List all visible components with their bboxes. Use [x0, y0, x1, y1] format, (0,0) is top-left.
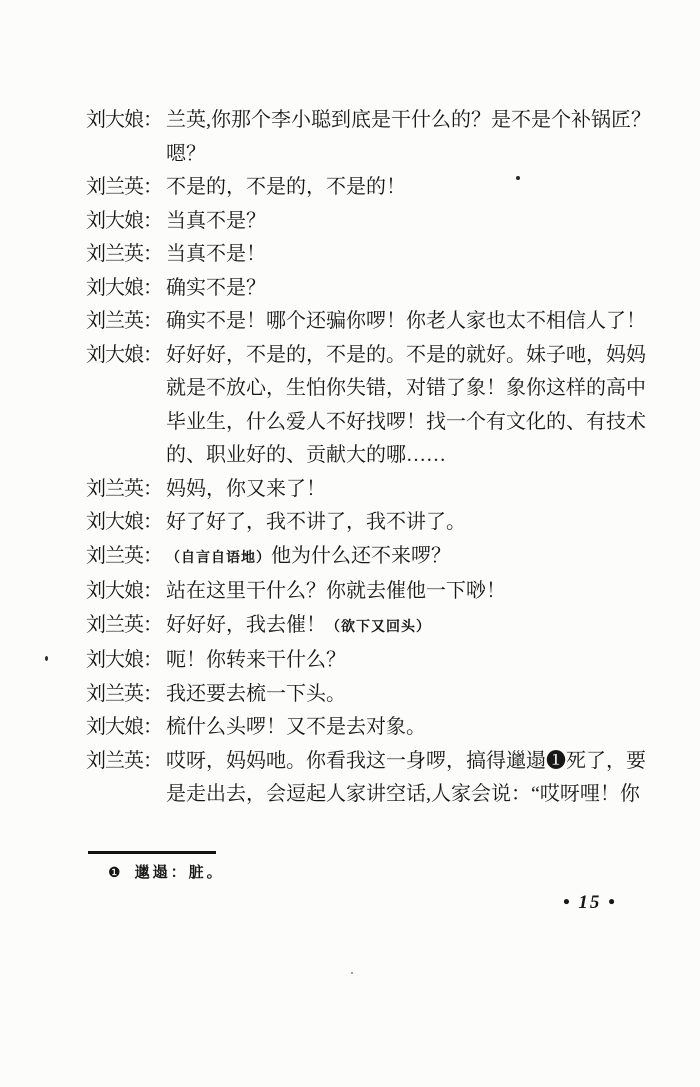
dialogue-entry — [86, 339, 646, 473]
dialogue-entry — [86, 644, 646, 678]
dialogue-entry — [86, 745, 646, 812]
dialogue-line: 好好好，不是的，不是的。不是的就好。妹子吔，妈妈 — [166, 343, 646, 366]
dialogue-line: 是走出去，会逗起人家讲空话,人家会说：“哎呀哩！你 — [166, 783, 640, 805]
speaker-label: 刘大娘： — [86, 511, 162, 533]
dialogue-entry — [86, 540, 646, 576]
dialogue-entry — [86, 238, 646, 272]
dialogue-entry — [86, 473, 646, 507]
dialogue-line: 当真不是？ — [166, 209, 266, 232]
dialogue-line: 嗯？ — [166, 142, 206, 165]
stage-direction: （自言自语地） — [166, 550, 271, 566]
scan-speck — [351, 972, 353, 974]
dialogue-line: 妈妈，你又来了！ — [166, 477, 326, 500]
dialogue-line — [166, 540, 646, 576]
dialogue-line: 呃！你转来干什么？ — [166, 649, 346, 671]
footnote-divider — [88, 851, 216, 854]
speaker-label: 刘兰英： — [86, 243, 162, 265]
dialogue-entry — [86, 711, 646, 745]
dialogue-entry — [86, 575, 646, 609]
stage-direction: （欲下又回头） — [326, 619, 431, 635]
speaker-label: 刘兰英： — [86, 682, 162, 705]
footnote-marker-icon: ❶ — [108, 866, 121, 881]
dialogue-entry — [86, 305, 646, 339]
speaker-label: 刘大娘： — [86, 209, 162, 232]
speaker-label: 刘大娘： — [86, 276, 162, 299]
speaker-label: 刘兰英： — [86, 613, 162, 636]
dialogue-line: 站在这里干什么？你就去催他一下唦！ — [166, 580, 506, 602]
speaker-label: 刘兰英： — [86, 544, 162, 567]
dialogue-line: 哎呀，妈妈吔。你看我这一身啰，搞得邋遢❶死了，要 — [166, 749, 646, 772]
dialogue-entry — [86, 272, 646, 306]
dialogue-line: 好了好了，我不讲了，我不讲了。 — [166, 511, 466, 533]
page-number: • 15 • — [563, 892, 617, 913]
speaker-label: 刘兰英： — [86, 477, 162, 500]
scan-speck — [45, 656, 48, 661]
dialogue-text: 他为什么还不来啰？ — [271, 544, 451, 567]
speaker-label: 刘兰英： — [86, 310, 162, 332]
dialogue-entry — [86, 678, 646, 712]
speaker-label: 刘大娘： — [86, 716, 162, 738]
dialogue-line: 确实不是？ — [166, 276, 266, 299]
dialogue-line: 当真不是！ — [166, 243, 266, 265]
footnote-text: 邋遢：脏。 — [134, 865, 225, 881]
scan-speck — [516, 176, 520, 180]
dialogue-entry — [86, 205, 646, 239]
dialogue-line: 兰英,你那个李小聪到底是干什么的？是不是个补锅匠？ — [166, 109, 651, 131]
dialogue-line: 的、职业好的、贡献大的哪…… — [166, 444, 446, 466]
speaker-label: 刘兰英： — [86, 749, 162, 772]
dialogue-line: 毕业生，什么爱人不好找啰！找一个有文化的、有技术 — [166, 410, 646, 433]
footnote — [108, 862, 225, 885]
dialogue-line: 梳什么头啰！又不是去对象。 — [166, 716, 426, 738]
dialogue-entry — [86, 171, 646, 205]
dialogue-line: 不是的，不是的，不是的！ — [166, 176, 406, 198]
dialogue-text: 好好好，我去催！ — [166, 613, 326, 636]
speaker-label: 刘大娘： — [86, 109, 162, 131]
dialogue-block — [86, 104, 651, 812]
dialogue-line — [166, 609, 646, 645]
dialogue-entry — [86, 609, 646, 645]
speaker-label: 刘兰英： — [86, 176, 162, 198]
dialogue-entry — [86, 104, 651, 171]
dialogue-line: 就是不放心，生怕你失错，对错了象！象你这样的高中 — [166, 377, 646, 399]
speaker-label: 刘大娘： — [86, 580, 162, 602]
speaker-label: 刘大娘： — [86, 649, 162, 671]
dialogue-entry — [86, 506, 646, 540]
speaker-label: 刘大娘： — [86, 343, 162, 366]
dialogue-line: 确实不是！哪个还骗你啰！你老人家也太不相信人了！ — [166, 310, 646, 332]
dialogue-line: 我还要去梳一下头。 — [166, 682, 346, 705]
